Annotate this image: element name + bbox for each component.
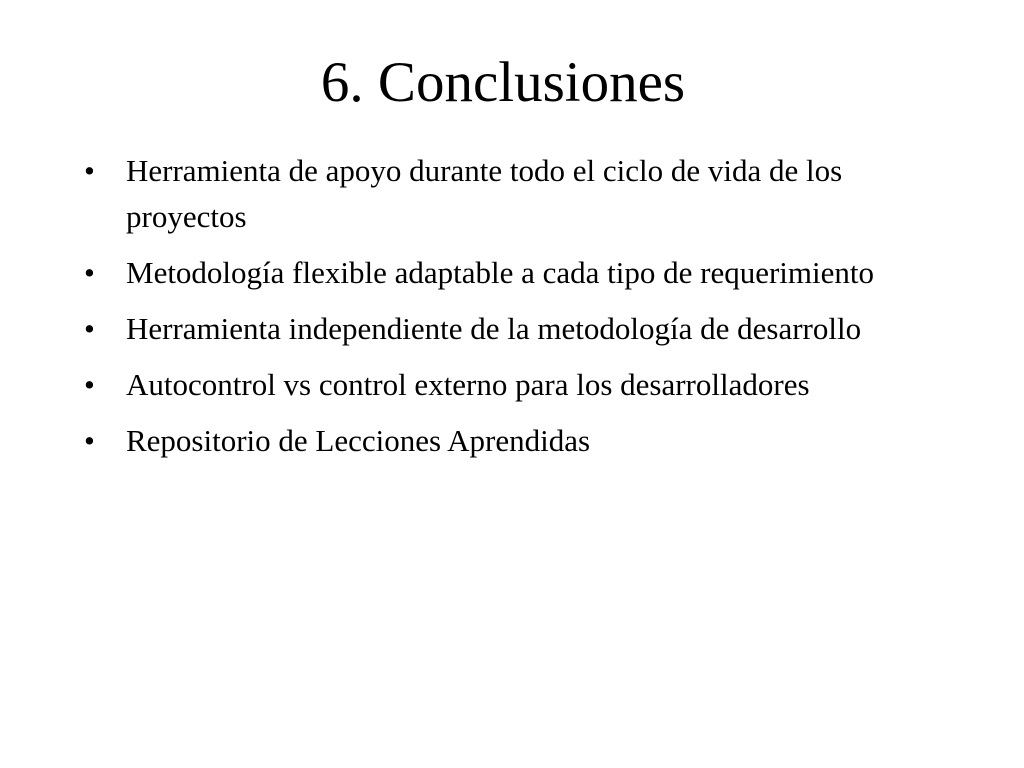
bullet-marker: • <box>84 255 95 290</box>
bullet-item <box>84 362 934 408</box>
bullet-list <box>84 148 934 474</box>
bullet-text: Autocontrol vs control externo para los desarrolladores <box>126 367 810 402</box>
bullet-marker: • <box>84 153 95 188</box>
bullet-text: Metodología flexible adaptable a cada tipo de requerimiento <box>126 255 875 290</box>
bullet-text: Herramienta de apoyo durante todo el ciclo de vida de los proyectos <box>126 153 843 234</box>
slide-title: 6. Conclusiones <box>320 51 686 114</box>
bullet-item <box>84 250 934 296</box>
bullet-marker: • <box>84 423 95 458</box>
bullet-marker: • <box>84 367 95 402</box>
bullet-item <box>84 148 934 240</box>
bullet-item <box>84 418 934 464</box>
bullet-text: Repositorio de Lecciones Aprendidas <box>126 423 591 458</box>
bullet-text: Herramienta independiente de la metodología de desarrollo <box>126 311 862 346</box>
bullet-item <box>84 306 934 352</box>
bullet-marker: • <box>84 311 95 346</box>
